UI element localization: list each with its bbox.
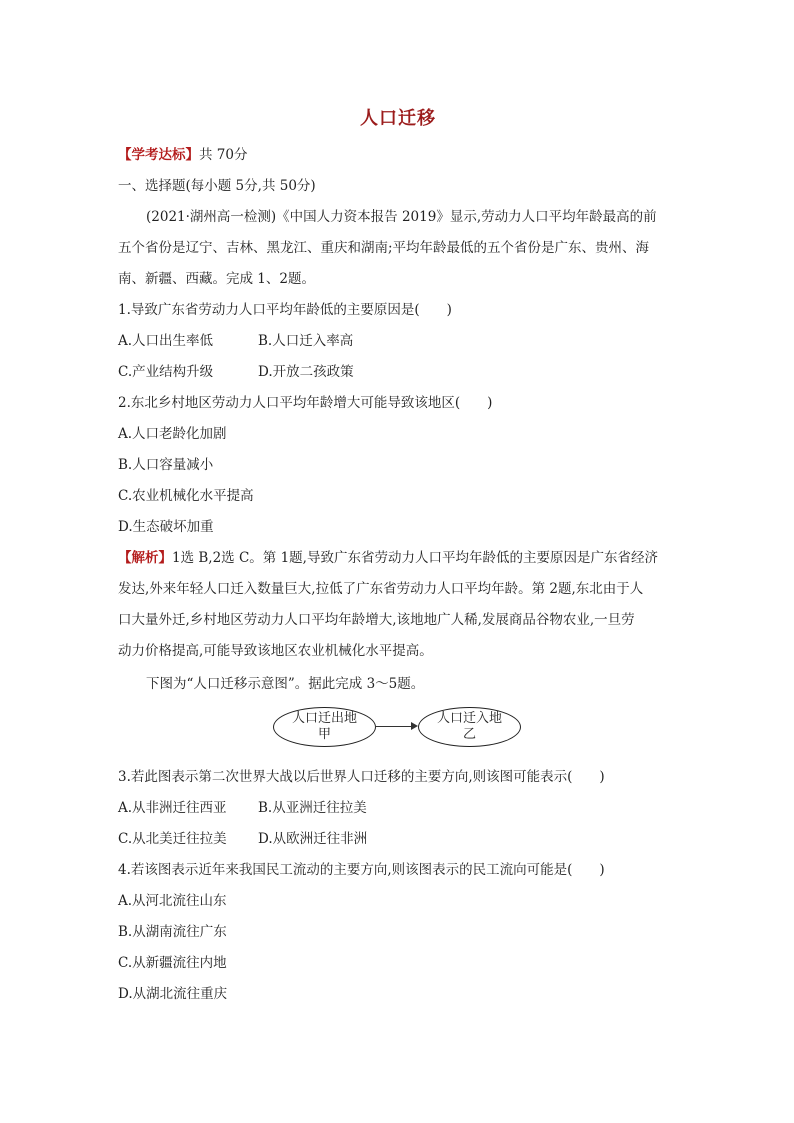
analysis-text-1: 1选 B,2选 C。第 1题,导致广东省劳动力人口平均年龄低的主要原因是广东省经济 bbox=[172, 550, 658, 566]
question-1-option-b: B.人口迁入率高 bbox=[258, 333, 354, 349]
intro-line-3: 南、新疆、西藏。完成 1、2题。 bbox=[118, 271, 315, 287]
intro-line-2: 五个省份是辽宁、吉林、黑龙江、重庆和湖南;平均年龄最低的五个省份是广东、贵州、海 bbox=[118, 240, 650, 256]
question-2-option-d: D.生态破坏加重 bbox=[118, 519, 214, 535]
question-1-row-1 bbox=[118, 331, 354, 351]
question-4-option-a: A.从河北流往山东 bbox=[118, 893, 227, 909]
question-4-option-b: B.从湖南流往广东 bbox=[118, 924, 227, 940]
destination-label: 人口迁入地 bbox=[436, 711, 502, 726]
section-tag: 【学考达标】 bbox=[118, 147, 199, 163]
analysis-line-3: 口大量外迁,乡村地区劳动力人口平均年龄增大,该地地广人稀,发展商品谷物农业,一旦劳 bbox=[118, 612, 635, 628]
destination-ellipse bbox=[418, 707, 521, 747]
migration-arrow-line bbox=[376, 726, 414, 727]
question-1-stem: 1.导致广东省劳动力人口平均年龄低的主要原因是( ) bbox=[118, 302, 452, 318]
question-2-option-c: C.农业机械化水平提高 bbox=[118, 488, 254, 504]
question-3-option-b: B.从亚洲迁往拉美 bbox=[258, 800, 367, 816]
question-3-row-1 bbox=[118, 798, 367, 818]
question-3-row-2 bbox=[118, 829, 368, 849]
origin-ellipse bbox=[273, 707, 376, 747]
question-2-stem: 2.东北乡村地区劳动力人口平均年龄增大可能导致该地区( ) bbox=[118, 395, 493, 411]
analysis-tag: 【解析】 bbox=[118, 550, 172, 566]
question-3-stem: 3.若此图表示第二次世界大战以后世界人口迁移的主要方向,则该图可能表示( ) bbox=[118, 769, 605, 785]
destination-sublabel: 乙 bbox=[462, 727, 476, 742]
analysis-line-2: 发达,外来年轻人口迁入数量巨大,拉低了广东省劳动力人口平均年龄。第 2题,东北由于人 bbox=[118, 581, 644, 597]
question-2-option-b: B.人口容量减小 bbox=[118, 457, 214, 473]
question-3-option-a: A.从非洲迁往西亚 bbox=[118, 800, 227, 816]
section-header bbox=[118, 145, 247, 165]
question-4-option-d: D.从湖北流往重庆 bbox=[118, 986, 228, 1002]
analysis-line-1 bbox=[118, 548, 658, 568]
question-4-option-c: C.从新疆流往内地 bbox=[118, 955, 227, 971]
origin-sublabel: 甲 bbox=[317, 727, 331, 742]
figure-intro: 下图为“人口迁移示意图”。据此完成 3～5题。 bbox=[146, 676, 425, 692]
page-title: 人口迁移 bbox=[360, 108, 436, 129]
part-heading: 一、选择题(每小题 5分,共 50分) bbox=[118, 178, 316, 194]
question-1-option-a: A.人口出生率低 bbox=[118, 333, 214, 349]
question-1-row-2 bbox=[118, 362, 354, 382]
question-4-stem: 4.若该图表示近年来我国民工流动的主要方向,则该图表示的民工流向可能是( ) bbox=[118, 862, 605, 878]
question-1-option-d: D.开放二孩政策 bbox=[258, 364, 354, 380]
intro-line-1: (2021·湖州高一检测)《中国人力资本报告 2019》显示,劳动力人口平均年龄最高的前 bbox=[146, 209, 657, 225]
arrow-head-icon bbox=[411, 722, 418, 730]
section-score: 共 70分 bbox=[199, 147, 248, 163]
analysis-line-4: 动力价格提高,可能导致该地区农业机械化水平提高。 bbox=[118, 643, 433, 659]
question-1-option-c: C.产业结构升级 bbox=[118, 364, 214, 380]
question-2-option-a: A.人口老龄化加剧 bbox=[118, 426, 227, 442]
question-3-option-d: D.从欧洲迁往非洲 bbox=[258, 831, 368, 847]
migration-diagram bbox=[273, 707, 533, 751]
question-3-option-c: C.从北美迁往拉美 bbox=[118, 831, 227, 847]
origin-label: 人口迁出地 bbox=[291, 711, 357, 726]
